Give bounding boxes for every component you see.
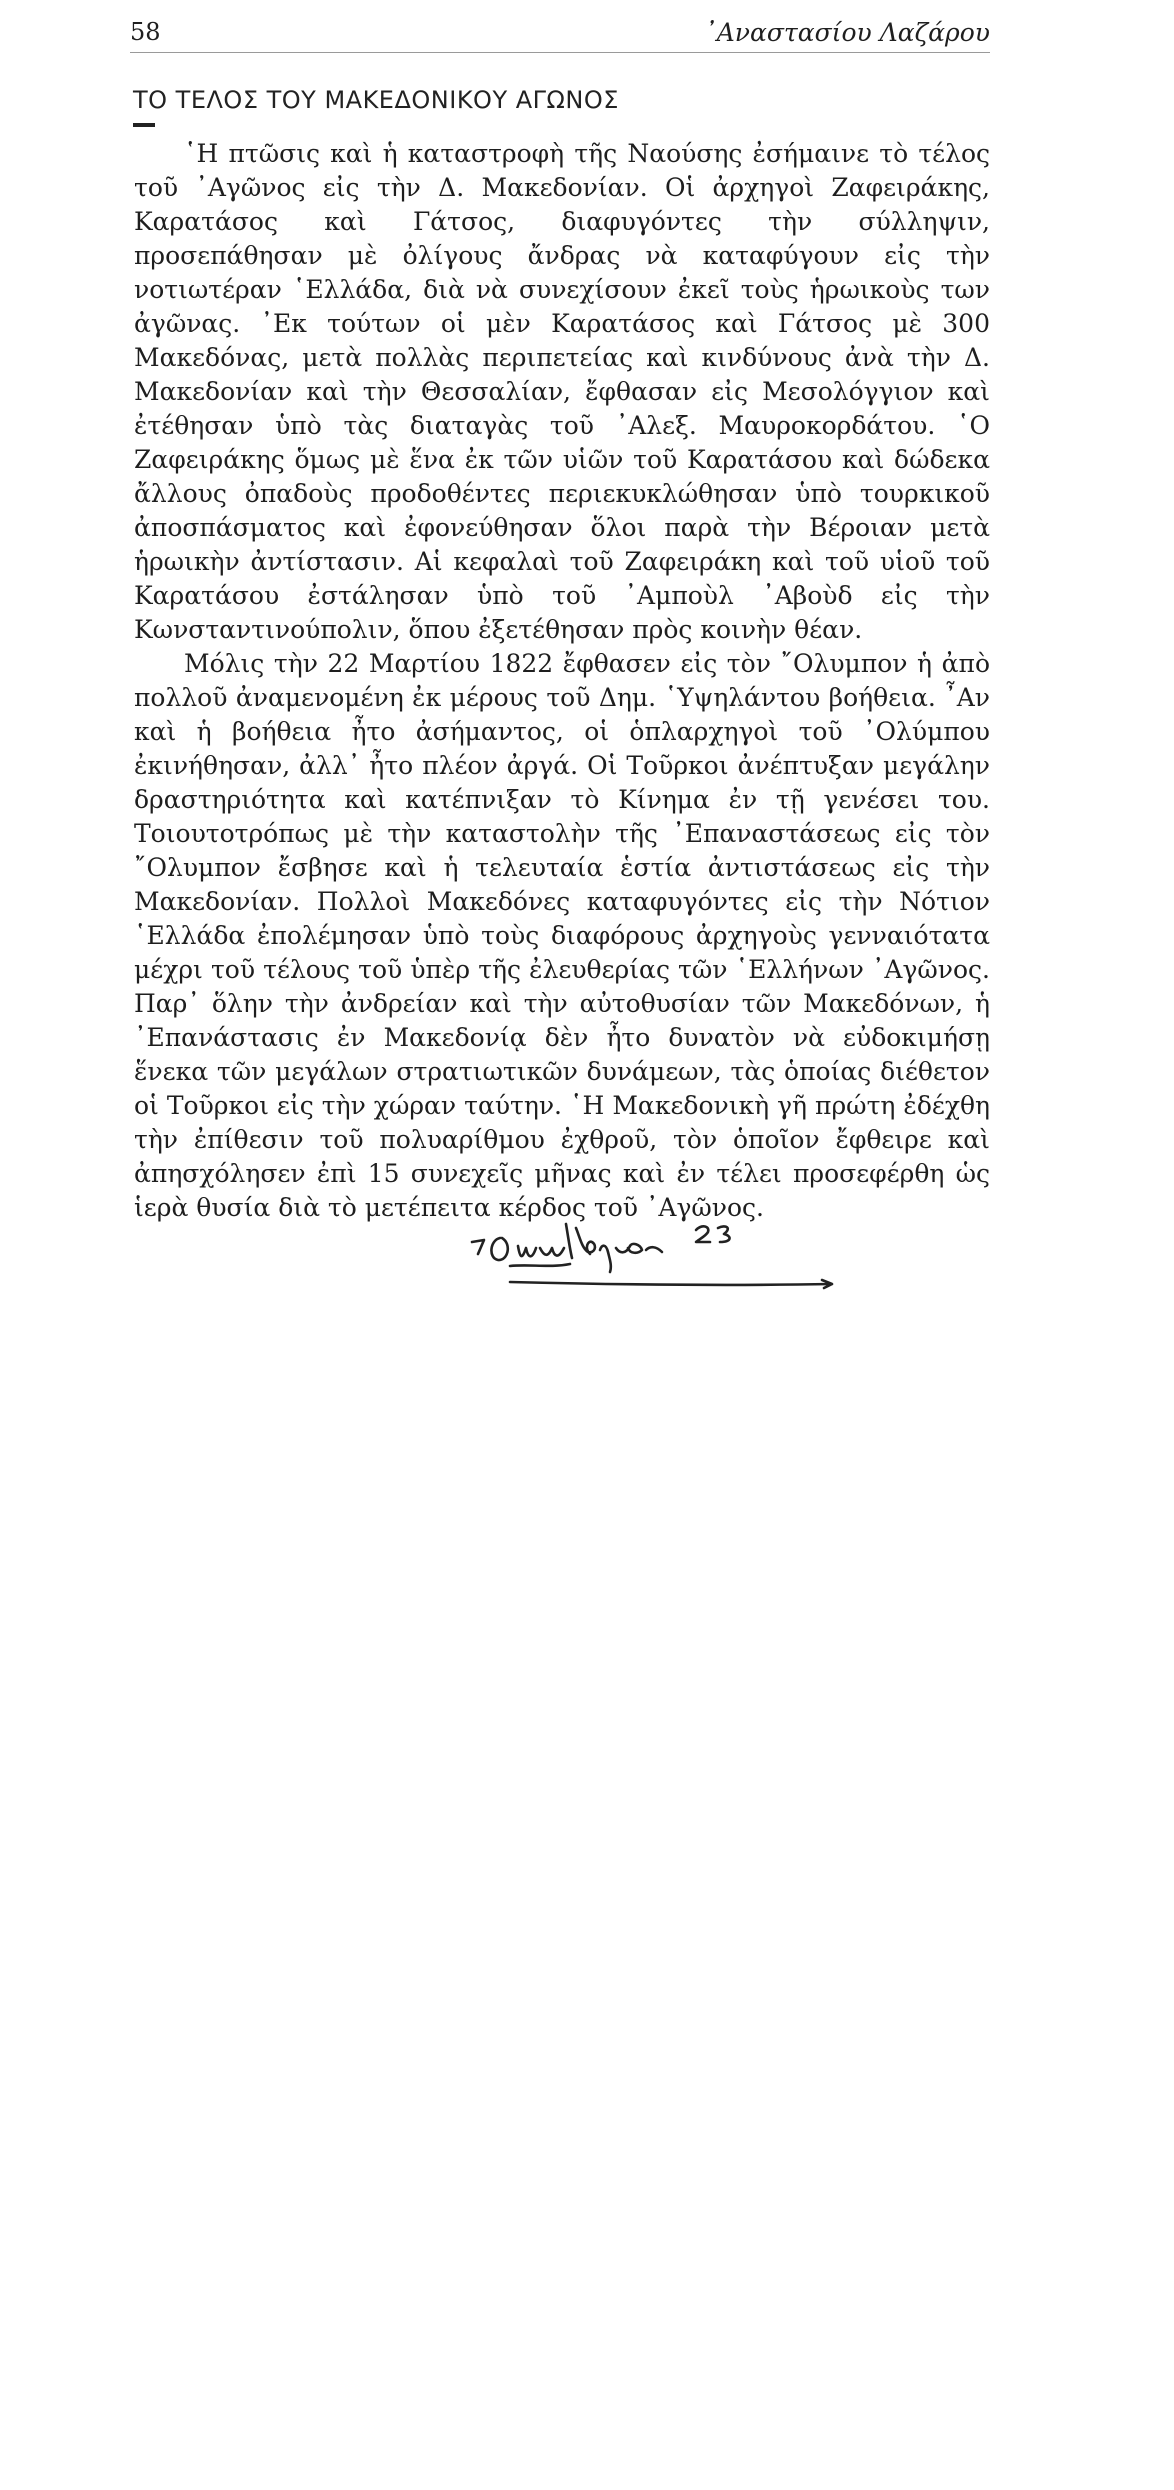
page-number: 58	[130, 18, 161, 46]
paragraph-2: Μόλις τὴν 22 Μαρτίου 1822 ἔφθασεν εἰς τὸν ῎Ολυμπον ἡ ἀπὸ πολλοῦ ἀναμενομένη ἐκ μέρους τοῦ Δημ. ῾Υψηλάντου βοήθεια. ῏Αν καὶ ἡ βοήθεια ἦτο ἀσήμαντος, οἱ ὁπλαρχηγοὶ τοῦ ᾿Ολύμπου ἐκινήθησαν, ἀλλ᾿ ἦτο πλέον ἀργά. Οἱ Τοῦρκοι ἀνέπτυξαν μεγάλην δραστηριότητα καὶ κατέπνιξαν τὸ Κίνημα ἐν τῇ γενέσει του. Τοιουτοτρόπως μὲ τὴν καταστολὴν τῆς ᾿Επαναστάσεως εἰς τὸν ῎Ολυμπον ἔσβησε καὶ ἡ τελευταία ἑστία ἀντιστάσεως εἰς τὴν Μακεδονίαν. Πολλοὶ Μακεδόνες καταφυγόντες εἰς τὴν Νότιον ῾Ελλάδα ἐπολέμησαν ὑπὸ τοὺς διαφόρους ἀρχηγοὺς γενναιότατα μέχρι τοῦ τέλους τοῦ ὑπὲρ τῆς ἐλευθερίας τῶν ῾Ελλήνων ᾿Αγῶνος. Παρ᾿ ὅλην τὴν ἀνδρείαν καὶ τὴν αὐτοθυσίαν τῶν Μακεδόνων, ἡ ᾿Επανάστασις ἐν Μακεδονίᾳ δὲν ἦτο δυνατὸν νὰ εὐδοκιμήσῃ ἕνεκα τῶν μεγάλων στρατιωτικῶν δυνάμεων, τὰς ὁποίας διέθετον οἱ Τοῦρκοι εἰς τὴν χώραν ταύτην. ῾Η Μακεδονικὴ γῆ πρώτη ἐδέχθη τὴν ἐπίθεσιν τοῦ πολυαρίθμου ἐχθροῦ, τὸν ὁποῖον ἔφθειρε καὶ ἀπησχόλησεν ἐπὶ 15 συνεχεῖς μῆνας καὶ ἐν τέλει προσεφέρθη ὡς ἱερὰ θυσία διὰ τὸ μετέπειτα κέρδος τοῦ ᾿Αγῶνος.	[134, 649, 990, 1222]
handwriting-icon	[470, 1218, 850, 1298]
title-underline-mark	[133, 123, 155, 127]
page-header	[130, 16, 990, 52]
running-head: ᾿Αναστασίου Λαζάρου	[704, 18, 990, 47]
paragraph-1: ῾Η πτῶσις καὶ ἡ καταστροφὴ τῆς Ναούσης ἐσήμαινε τὸ τέλος τοῦ ᾿Αγῶνος εἰς τὴν Δ. Μακεδονίαν. Οἱ ἀρχηγοὶ Ζαφειράκης, Καρατάσος καὶ Γάτσος, διαφυγόντες τὴν σύλληψιν, προσεπάθησαν μὲ ὀλίγους ἄνδρας νὰ καταφύγουν εἰς τὴν νοτιωτέραν ῾Ελλάδα, διὰ νὰ συνεχίσουν ἐκεῖ τοὺς ἡρωικοὺς των ἀγῶνας. ᾿Εκ τούτων οἱ μὲν Καρατάσος καὶ Γάτσος μὲ 300 Μακεδόνας, μετὰ πολλὰς περιπετείας καὶ κινδύνους ἀνὰ τὴν Δ. Μακεδονίαν καὶ τὴν Θεσσαλίαν, ἔφθασαν εἰς Μεσολόγγιον καὶ ἐτέθησαν ὑπὸ τὰς διαταγὰς τοῦ ᾿Αλεξ. Μαυροκορδάτου. ῾Ο Ζαφειράκης ὅμως μὲ ἕνα ἐκ τῶν υἱῶν τοῦ Καρατάσου καὶ δώδεκα ἄλλους ὀπαδοὺς προδοθέντες περιεκυκλώθησαν ὑπὸ τουρκικοῦ ἀποσπάσματος καὶ ἐφονεύθησαν ὅλοι παρὰ τὴν Βέροιαν μετὰ ἡρωικὴν ἀντίστασιν. Αἱ κεφαλαὶ τοῦ Ζαφειράκη καὶ τοῦ υἱοῦ τοῦ Καρατάσου ἐστάλησαν ὑπὸ τοῦ ᾿Αμποὺλ ᾿Αβοὺδ εἰς τὴν Κωνσταντινούπολιν, ὅπου ἐξετέθησαν πρὸς κοινὴν θέαν.	[134, 139, 990, 644]
section-title: ΤΟ ΤΕΛΟΣ ΤΟΥ ΜΑΚΕΔΟΝΙΚΟΥ ΑΓΩΝΟΣ	[133, 86, 619, 114]
header-rule	[130, 52, 990, 53]
handwritten-annotation	[470, 1218, 850, 1298]
body-text	[134, 137, 990, 1225]
